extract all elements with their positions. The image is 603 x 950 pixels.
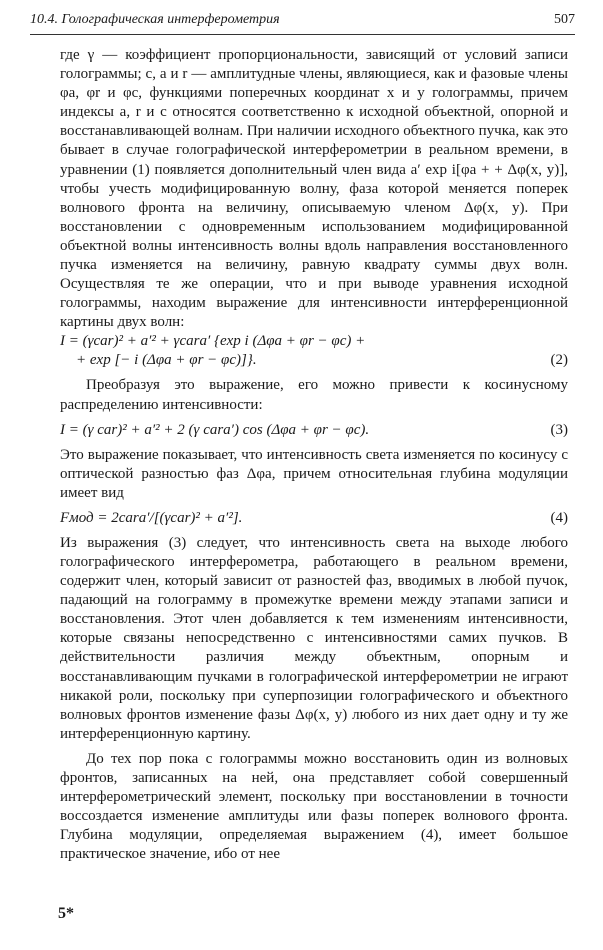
paragraph-3: Это выражение показывает, что интенсивность света изменяется по косинусу с оптической разностью фаз Δφa, причем относительная глубина модуляции имеет вид [60,446,568,501]
equation-2-line-2 [60,351,568,370]
running-header [30,10,575,35]
equation-3-text: I = (γ car)² + a′² + 2 (γ cara′) cos (Δφa + φr − φc). [60,421,370,438]
equation-3-number: (3) [550,421,568,438]
equation-4 [60,509,568,528]
paragraph-2: Преобразуя это выражение, его можно привести к косинусному распределению интенсивности: [60,377,568,413]
equation-2-number: (2) [550,352,568,369]
equation-4-text: Fмод = 2cara′/[(γcar)² + a′²]. [60,509,243,526]
equation-2-line-1 [60,332,568,351]
equation-2-text-2: + exp [− i (Δφa + φr − φc)]}. [76,352,257,369]
paragraph-4: Из выражения (3) следует, что интенсивность света на выходе любого голографического интерферометра, работающего в реальном времени, содержит член, который зависит от разностей фаз, вводимых в любой пучок, падающий на голограмму в промежутке времени между этапами записи и восстановления. Этот член добавляется к тем изменениям интенсивности, которые связаны непосредственно с интенсивностями самих пучков. В действительности различия между объектным, опорным и восстанавливающим пучками в голографической интерферометрии не играют никакой роли, поскольку при суперпозиции голографического и объектного волновых фронтов изменение фазы Δφ(x, y) любого из них дает одну и ту же интерференционную картину. [60,534,568,742]
section-title: 10.4. Голографическая интерферометрия [30,12,280,27]
equation-3 [60,421,568,440]
paragraph-1: где γ — коэффициент пропорциональности, зависящий от условий записи голограммы; c, a и r — амплитудные члены, являющиеся, как и фазовые члены φa, φr и φc, функциями поперечных координат x и y голограммы, причем индексы a, r и c относятся соответственно к исходной объектной, опорной и восстанавливающей волнам. При наличии исходного объектного пучка, как это бывает в случае голографической интерферометрии в реальном времени, в уравнении (1) появляется дополнительный член вида a′ exp i[φa + + Δφ(x, y)], чтобы учесть модифицированную волну, фаза которой меняется поперек волнового фронта на величину, описываемую членом Δφ(x, y). При восстановлении с одновременным использованием модифицированной объектной волны интенсивность волны вдоль направления восстановленного пучка изменяется на величину, равную квадрату суммы двух волн. Осуществляя те же операции, что и при выводе уравнения исходной голограммы, находим выражение для интенсивности интерференционной картины двух волн: [60,47,569,331]
equation-2-text-1: I = (γcar)² + a′² + γcara′ {exp i (Δφa + φr − φc) + [60,333,366,350]
page-number: 507 [554,12,575,27]
signature-mark: 5* [58,905,74,922]
page-body [60,46,568,864]
equation-4-number: (4) [550,509,568,526]
paragraph-5: До тех пор пока с голограммы можно восстановить один из волновых фронтов, записанных на ней, она представляет собой совершенный интерферометрический элемент, поскольку при восстановлении в точности воссоздается изменение амплитуды или фазы поперек волнового фронта. Глубина модуляции, определяемая выражением (4), имеет большое практическое значение, ибо от нее [60,750,568,863]
